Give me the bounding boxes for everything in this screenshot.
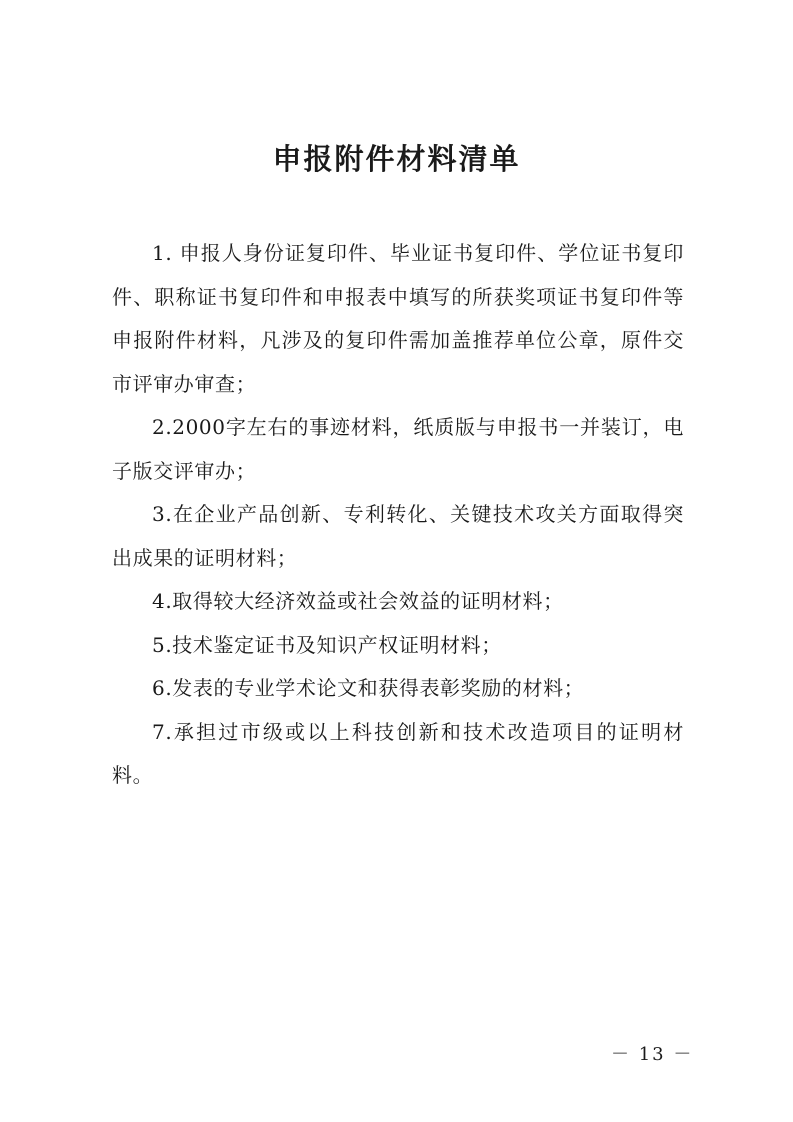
attachment-list [112, 232, 684, 798]
document-title: 申报附件材料清单 [272, 142, 521, 176]
list-item-5: 5.技术鉴定证书及知识产权证明材料； [152, 632, 502, 657]
list-item-4: 4.取得较大经济效益或社会效益的证明材料； [152, 589, 564, 613]
list-item-1: 1. 申报人身份证复印件、毕业证书复印件、学位证书复印件、职称证书复印件和申报表中填写的所获奖项证书复印件等申报附件材料，凡涉及的复印件需加盖推荐单位公章，原件交市评审办审查； [112, 241, 684, 396]
list-item-3: 3.在企业产品创新、专利转化、关键技术攻关方面取得突出成果的证明材料； [112, 502, 684, 570]
list-item-6: 6.发表的专业学术论文和获得表彰奖励的材料； [152, 676, 585, 700]
list-item-7: 7.承担过市级或以上科技创新和技术改造项目的证明材料。 [112, 719, 684, 787]
list-item-2: 2.2000字左右的事迹材料，纸质版与申报书一并装订，电子版交评审办； [112, 415, 684, 483]
page-number: － 13 － [611, 1044, 694, 1065]
